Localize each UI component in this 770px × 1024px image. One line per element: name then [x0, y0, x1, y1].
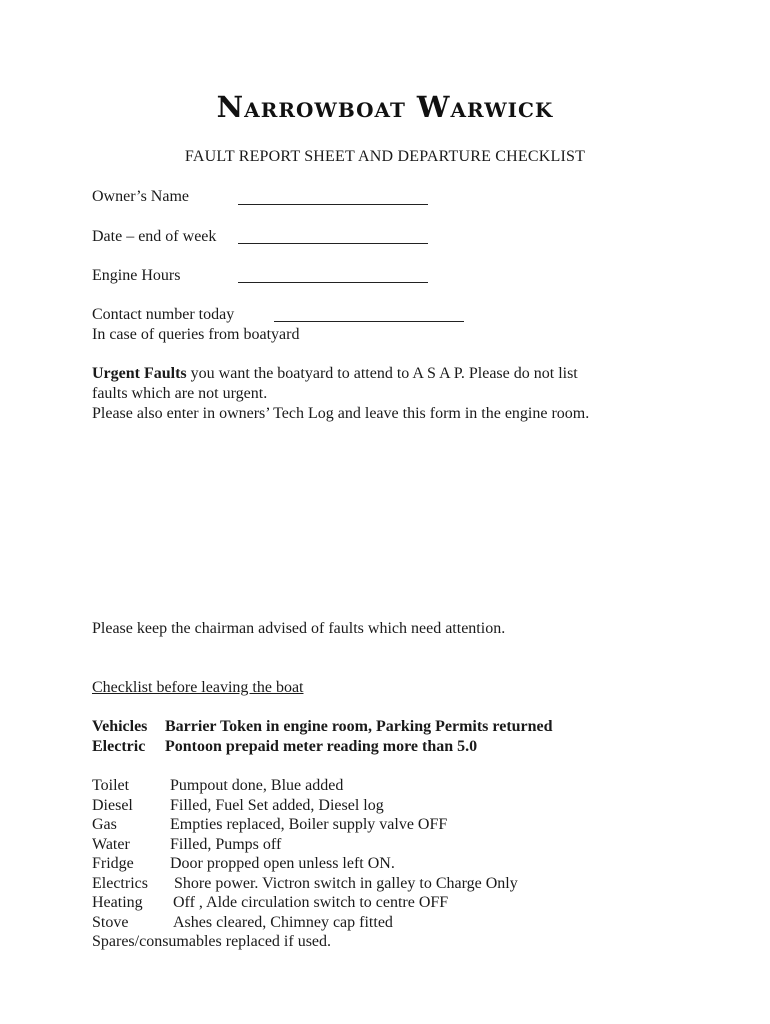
- owners-name-line[interactable]: [238, 204, 428, 205]
- checklist-key-vehicles: Vehicles: [92, 718, 148, 735]
- checklist-value-diesel: Filled, Fuel Set added, Diesel log: [170, 797, 384, 814]
- checklist-heading: Checklist before leaving the boat: [92, 679, 304, 696]
- date-end-of-week-label: Date – end of week: [92, 228, 217, 245]
- checklist-value-vehicles: Barrier Token in engine room, Parking Permits returned: [165, 718, 553, 735]
- checklist-key-electric: Electric: [92, 738, 146, 755]
- contact-note: In case of queries from boatyard: [92, 326, 300, 343]
- urgent-faults-label: Urgent Faults: [92, 365, 187, 382]
- checklist-value-electrics: Shore power. Victron switch in galley to Charge Only: [174, 875, 518, 892]
- urgent-faults-text-2: faults which are not urgent.: [92, 385, 268, 402]
- checklist-value-stove: Ashes cleared, Chimney cap fitted: [173, 914, 393, 931]
- checklist-key-diesel: Diesel: [92, 797, 133, 814]
- checklist-key-water: Water: [92, 836, 130, 853]
- urgent-faults-text-1: you want the boatyard to attend to A S A P. Please do not list: [186, 365, 578, 382]
- engine-hours-line[interactable]: [238, 282, 428, 283]
- checklist-key-gas: Gas: [92, 816, 117, 833]
- engine-hours-label: Engine Hours: [92, 267, 181, 284]
- checklist-value-water: Filled, Pumps off: [170, 836, 282, 853]
- checklist-key-heating: Heating: [92, 894, 143, 911]
- checklist-key-stove: Stove: [92, 914, 129, 931]
- checklist-footer: Spares/consumables replaced if used.: [92, 933, 332, 950]
- document-subtitle: FAULT REPORT SHEET AND DEPARTURE CHECKLIST: [184, 148, 586, 165]
- date-end-of-week-line[interactable]: [238, 243, 428, 244]
- checklist-key-fridge: Fridge: [92, 855, 134, 872]
- urgent-faults-text-3: Please also enter in owners’ Tech Log and leave this form in the engine room.: [92, 405, 590, 422]
- contact-number-label: Contact number today: [92, 306, 235, 323]
- contact-number-line[interactable]: [274, 321, 464, 322]
- checklist-value-fridge: Door propped open unless left ON.: [170, 855, 395, 872]
- checklist-key-electrics: Electrics: [92, 875, 148, 892]
- chairman-note: Please keep the chairman advised of faults which need attention.: [92, 620, 506, 637]
- checklist-value-electric: Pontoon prepaid meter reading more than 5.0: [165, 738, 478, 755]
- checklist-value-toilet: Pumpout done, Blue added: [170, 777, 344, 794]
- checklist-value-gas: Empties replaced, Boiler supply valve OFF: [170, 816, 448, 833]
- checklist-key-toilet: Toilet: [92, 777, 130, 794]
- document-title: Narrowboat Warwick: [216, 90, 554, 124]
- checklist-value-heating: Off , Alde circulation switch to centre OFF: [173, 894, 449, 911]
- owners-name-label: Owner’s Name: [92, 188, 190, 205]
- urgent-faults-line-1: [92, 364, 578, 383]
